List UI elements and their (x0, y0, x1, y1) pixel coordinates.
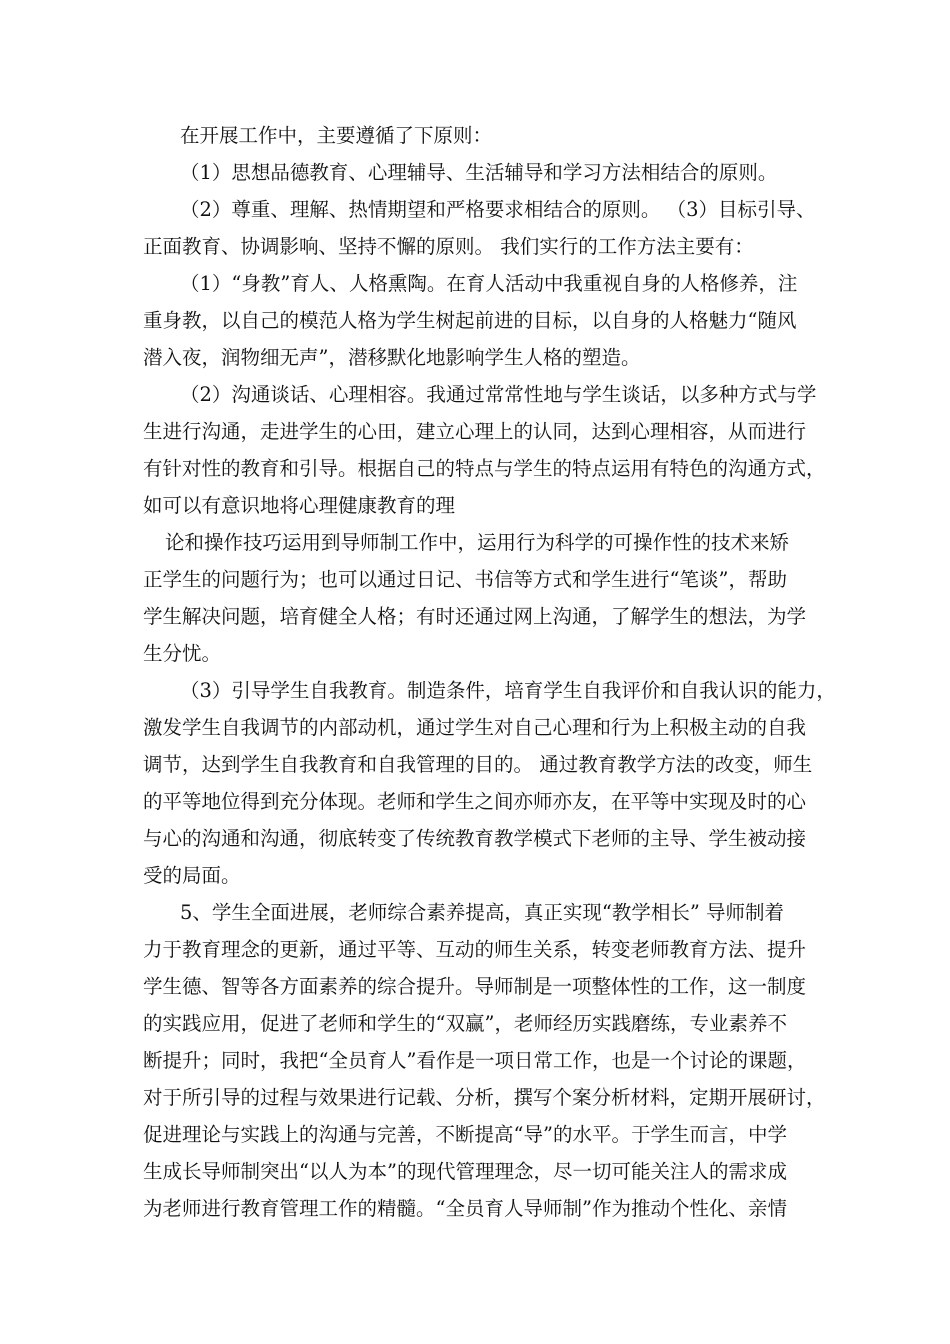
text-line: 重身教，以自己的模范人格为学生树起前进的目标，以自身的人格魅力“随风 (143, 309, 797, 332)
text-line: 与心的沟通和沟通，彻底转变了传统教育教学模式下老师的主导、学生被动接 (143, 827, 807, 850)
text-line: 5、学生全面进展，老师综合素养提高，真正实现“教学相长” 导师制着 (180, 901, 785, 924)
text-line: 断提升；同时，我把“全员育人”看作是一项日常工作，也是一个讨论的课题， (143, 1049, 807, 1072)
text-line: 的平等地位得到充分体现。老师和学生之间亦师亦友，在平等中实现及时的心 (143, 790, 807, 813)
text-line: 力于教育理念的更新，通过平等、互动的师生关系，转变老师教育方法、提升 (143, 938, 807, 961)
text-line: 激发学生自我调节的内部动机，通过学生对自己心理和行为上积极主动的自我 (143, 716, 807, 739)
text-line: （3）引导学生自我教育。制造条件，培育学生自我评价和自我认识的能力， (180, 679, 836, 702)
text-line: 生进行沟通，走进学生的心田，建立心理上的认同，达到心理相容，从而进行 (143, 420, 807, 443)
text-line: 论和操作技巧运用到导师制工作中，运用行为科学的可操作性的技术来矫 (165, 531, 790, 554)
text-line: 的实践应用，促进了老师和学生的“双赢”，老师经历实践磨练，专业素养不 (143, 1012, 787, 1035)
text-line: 为老师进行教育管理工作的精髓。“全员育人导师制”作为推动个性化、亲情 (143, 1197, 787, 1220)
text-line: 正学生的问题行为；也可以通过日记、书信等方式和学生进行“笔谈”，帮助 (143, 568, 787, 591)
text-line: （2）沟通谈话、心理相容。我通过常常性地与学生谈话，以多种方式与学 (180, 383, 817, 406)
text-line: 受的局面。 (143, 864, 241, 887)
text-line: （1）思想品德教育、心理辅导、生活辅导和学习方法相结合的原则。 (180, 161, 778, 184)
text-line: 生分忧。 (143, 642, 222, 665)
text-line: 学生解决问题，培育健全人格；有时还通过网上沟通，了解学生的想法，为学 (143, 605, 807, 628)
text-line: 生成长导师制突出“以人为本”的现代管理理念，尽一切可能关注人的需求成 (143, 1160, 787, 1183)
text-line: 学生德、智等各方面素养的综合提升。导师制是一项整体性的工作，这一制度 (143, 975, 807, 998)
text-line: 潜入夜，润物细无声”，潜移默化地影响学生人格的塑造。 (143, 346, 641, 369)
text-line: 调节，达到学生自我教育和自我管理的目的。 通过教育教学方法的改变，师生 (143, 753, 813, 776)
text-line: 如可以有意识地将心理健康教育的理 (143, 494, 456, 517)
text-line: 促进理论与实践上的沟通与完善，不断提高“导”的水平。于学生而言，中学 (143, 1123, 787, 1146)
text-line: 有针对性的教育和引导。根据自己的特点与学生的特点运用有特色的沟通方式， (143, 457, 826, 480)
text-line: 对于所引导的过程与效果进行记载、分析，撰写个案分析材料，定期开展研讨， (143, 1086, 826, 1109)
text-line: 正面教育、协调影响、坚持不懈的原则。 我们实行的工作方法主要有： (143, 235, 754, 258)
text-line: 在开展工作中，主要遵循了下原则： (180, 124, 493, 147)
text-line: （1）“身教”育人、人格熏陶。在育人活动中我重视自身的人格修养，注 (180, 272, 798, 295)
text-line: （2）尊重、理解、热情期望和严格要求相结合的原则。 （3）目标引导、 (180, 198, 816, 221)
